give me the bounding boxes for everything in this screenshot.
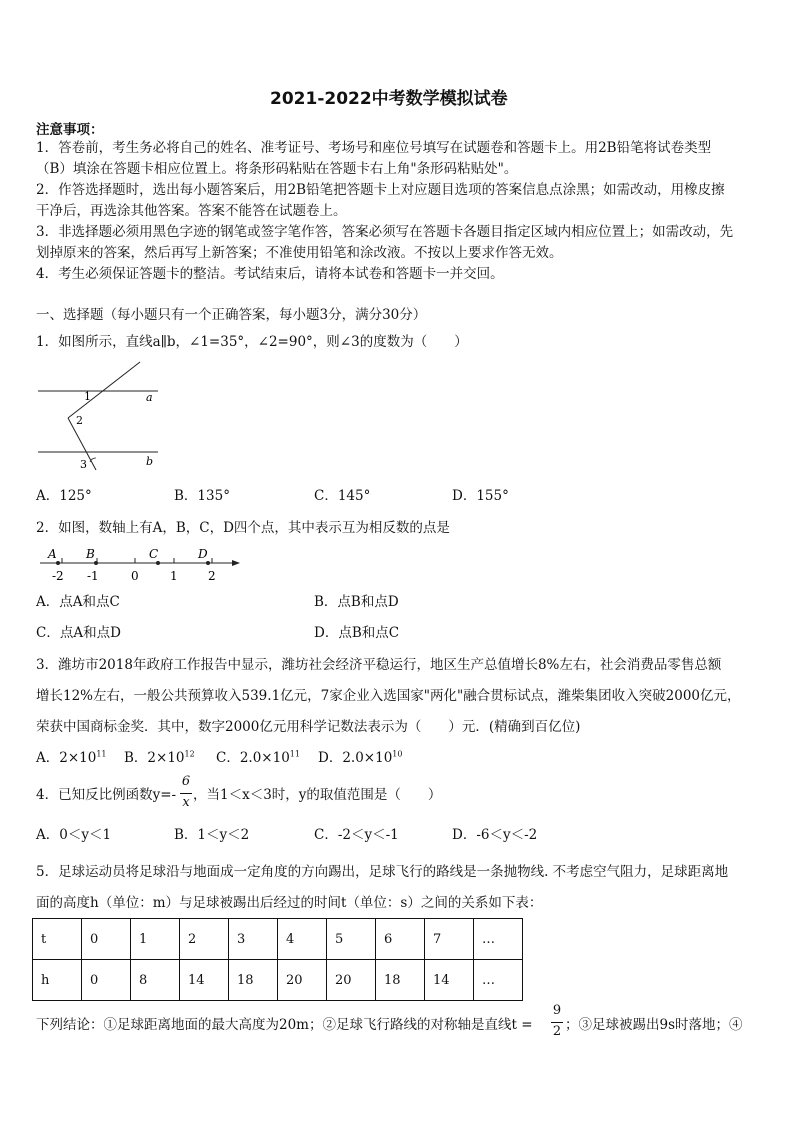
q2-number-line — [34, 543, 244, 585]
line-a-label: a — [146, 391, 153, 404]
table-cell: 18 — [376, 960, 425, 1001]
table-cell: 7 — [425, 919, 474, 960]
notice-line: 3．非选择题必须用黑色字迹的钢笔或签字笔作答，答案必须写在答题卡各题目指定区域内相应位置上；如需改动，先 — [36, 224, 734, 240]
q5-table — [32, 918, 523, 1001]
q3-line: 荣获中国商标金奖．其中，数字2000亿元用科学记数法表示为（ ）元．(精确到百亿位) — [36, 719, 581, 735]
point-d — [206, 561, 210, 565]
q5-fraction-num: 9 — [552, 1003, 562, 1018]
q3-line: 3．潍坊市2018年政府工作报告中显示，潍坊社会经济平稳运行，地区生产总值增长8%左右，社会消费品零售总额 — [36, 657, 722, 673]
table-cell: 20 — [327, 960, 376, 1001]
table-cell: 14 — [180, 960, 229, 1001]
point-b — [94, 561, 98, 565]
line-b-label: b — [146, 455, 154, 468]
table-row — [33, 919, 523, 960]
point-b-label: B — [86, 547, 95, 561]
table-cell: … — [474, 919, 523, 960]
table-cell: h — [33, 960, 82, 1001]
table-cell: 18 — [229, 960, 278, 1001]
table-row — [33, 960, 523, 1001]
q3-option-c: C．$2.0\times 10^{11}$ — [216, 749, 300, 766]
tick-label: -1 — [87, 569, 99, 583]
q5-line: 5．足球运动员将足球沿与地面成一定角度的方向踢出，足球飞行的路线是一条抛物线. 不考虑空气阻力，足球距离地 — [36, 864, 729, 880]
q4-option-d: D．-6＜y＜-2 — [452, 827, 538, 843]
table-cell: 4 — [278, 919, 327, 960]
notice-line: 2．作答选择题时，选出每小题答案后，用2B铅笔把答题卡上对应题目选项的答案信息点涂黑；如需改动，用橡皮擦 — [36, 182, 725, 198]
table-cell: 3 — [229, 919, 278, 960]
notice-heading: 注意事项： — [36, 122, 104, 138]
angle-1-label: 1 — [84, 390, 91, 403]
table-cell: 2 — [180, 919, 229, 960]
tick-label: 0 — [131, 569, 139, 583]
section-heading: 一、选择题（每小题只有一个正确答案，每小题3分，满分30分） — [36, 307, 427, 323]
q1-figure — [34, 358, 164, 476]
point-d-label: D — [198, 547, 208, 561]
table-cell: 5 — [327, 919, 376, 960]
notice-line: 1．答卷前，考生务必将自己的姓名、准考证号、考场号和座位号填写在试题卷和答题卡上。用2B铅笔将试卷类型 — [36, 140, 712, 156]
q2-option-c: C．点A和点D — [36, 625, 121, 641]
angle-3-label: 3 — [80, 458, 87, 471]
notice-line: 干净后，再选涂其他答案。答案不能答在试题卷上。 — [36, 203, 347, 219]
q4-option-a: A．0＜y＜1 — [36, 827, 112, 843]
notice-line: （B）填涂在答题卡相应位置上。将条形码粘贴在答题卡右上角"条形码粘贴处"。 — [36, 161, 518, 177]
q3-option-d: D．$2.0\times 10^{10}$ — [318, 749, 403, 766]
table-cell: t — [33, 919, 82, 960]
q5-conclusion-post: ；③足球被踢出9s时落地；④ — [565, 1017, 743, 1033]
q2-option-d: D．点B和点C — [314, 625, 400, 641]
q2-option-b: B．点B和点D — [314, 594, 399, 610]
q1-option-c: C．145° — [314, 488, 371, 504]
point-a-label: A — [48, 547, 57, 561]
q4-option-c: C．-2＜y＜-1 — [314, 827, 399, 843]
q1-option-a: A．125° — [36, 488, 92, 504]
q5-fraction-bar — [551, 1022, 563, 1023]
page-title: 2021-2022中考数学模拟试卷 — [270, 89, 508, 109]
tick-label: -2 — [52, 569, 64, 583]
table-cell: 0 — [82, 960, 131, 1001]
q5-conclusion-pre: 下列结论：①足球距离地面的最大高度为20m；②足球飞行路线的对称轴是直线t = — [36, 1017, 533, 1033]
table-cell: 1 — [131, 919, 180, 960]
tick-label: 2 — [208, 569, 216, 583]
angle-2-label: 2 — [76, 414, 83, 427]
q1-option-b: B．135° — [174, 488, 230, 504]
q3-option-b: B．$2\times 10^{12}$ — [124, 749, 195, 766]
table-cell: 8 — [131, 960, 180, 1001]
q2-stem: 2．如图，数轴上有A，B，C，D四个点，其中表示互为相反数的点是 — [36, 520, 450, 536]
table-cell: 14 — [425, 960, 474, 1001]
q3-option-a: A．$2\times 10^{11}$ — [36, 749, 107, 766]
table-cell: 6 — [376, 919, 425, 960]
q3-line: 增长12%左右，一般公共预算收入539.1亿元，7家企业入选国家"两化"融合贯标试点，潍柴集团收入突破2000亿元， — [36, 688, 741, 704]
q4-fraction-bar — [180, 793, 192, 794]
q4-fraction-num: 6 — [181, 774, 191, 789]
table-cell: 0 — [82, 919, 131, 960]
q5-line: 面的高度h（单位：m）与足球被踢出后经过的时间t（单位：s）之间的关系如下表： — [36, 895, 543, 911]
q4-stem-pre: 4．已知反比例函数y=- — [36, 787, 177, 803]
point-c-label: C — [149, 547, 159, 561]
notice-line: 4．考生必须保证答题卡的整洁。考试结束后，请将本试卷和答题卡一并交回。 — [36, 266, 504, 282]
q1-stem: 1．如图所示，直线a∥b，∠1=35°，∠2=90°，则∠3的度数为（ ） — [36, 334, 468, 350]
q4-fraction-den: x — [182, 795, 190, 810]
tick-label: 1 — [170, 569, 178, 583]
q5-fraction-den: 2 — [552, 1024, 562, 1039]
table-cell: 20 — [278, 960, 327, 1001]
q2-option-a: A．点A和点C — [36, 594, 120, 610]
point-a — [56, 561, 60, 565]
q1-option-d: D．155° — [452, 488, 509, 504]
q4-stem-post: ，当1＜x＜3时，y的取值范围是（ ） — [193, 787, 442, 803]
q4-option-b: B．1＜y＜2 — [174, 827, 250, 843]
point-c — [156, 561, 160, 565]
table-cell: … — [474, 960, 523, 1001]
notice-line: 划掉原来的答案，然后再写上新答案；不准使用铅笔和涂改液。不按以上要求作答无效。 — [36, 245, 563, 261]
